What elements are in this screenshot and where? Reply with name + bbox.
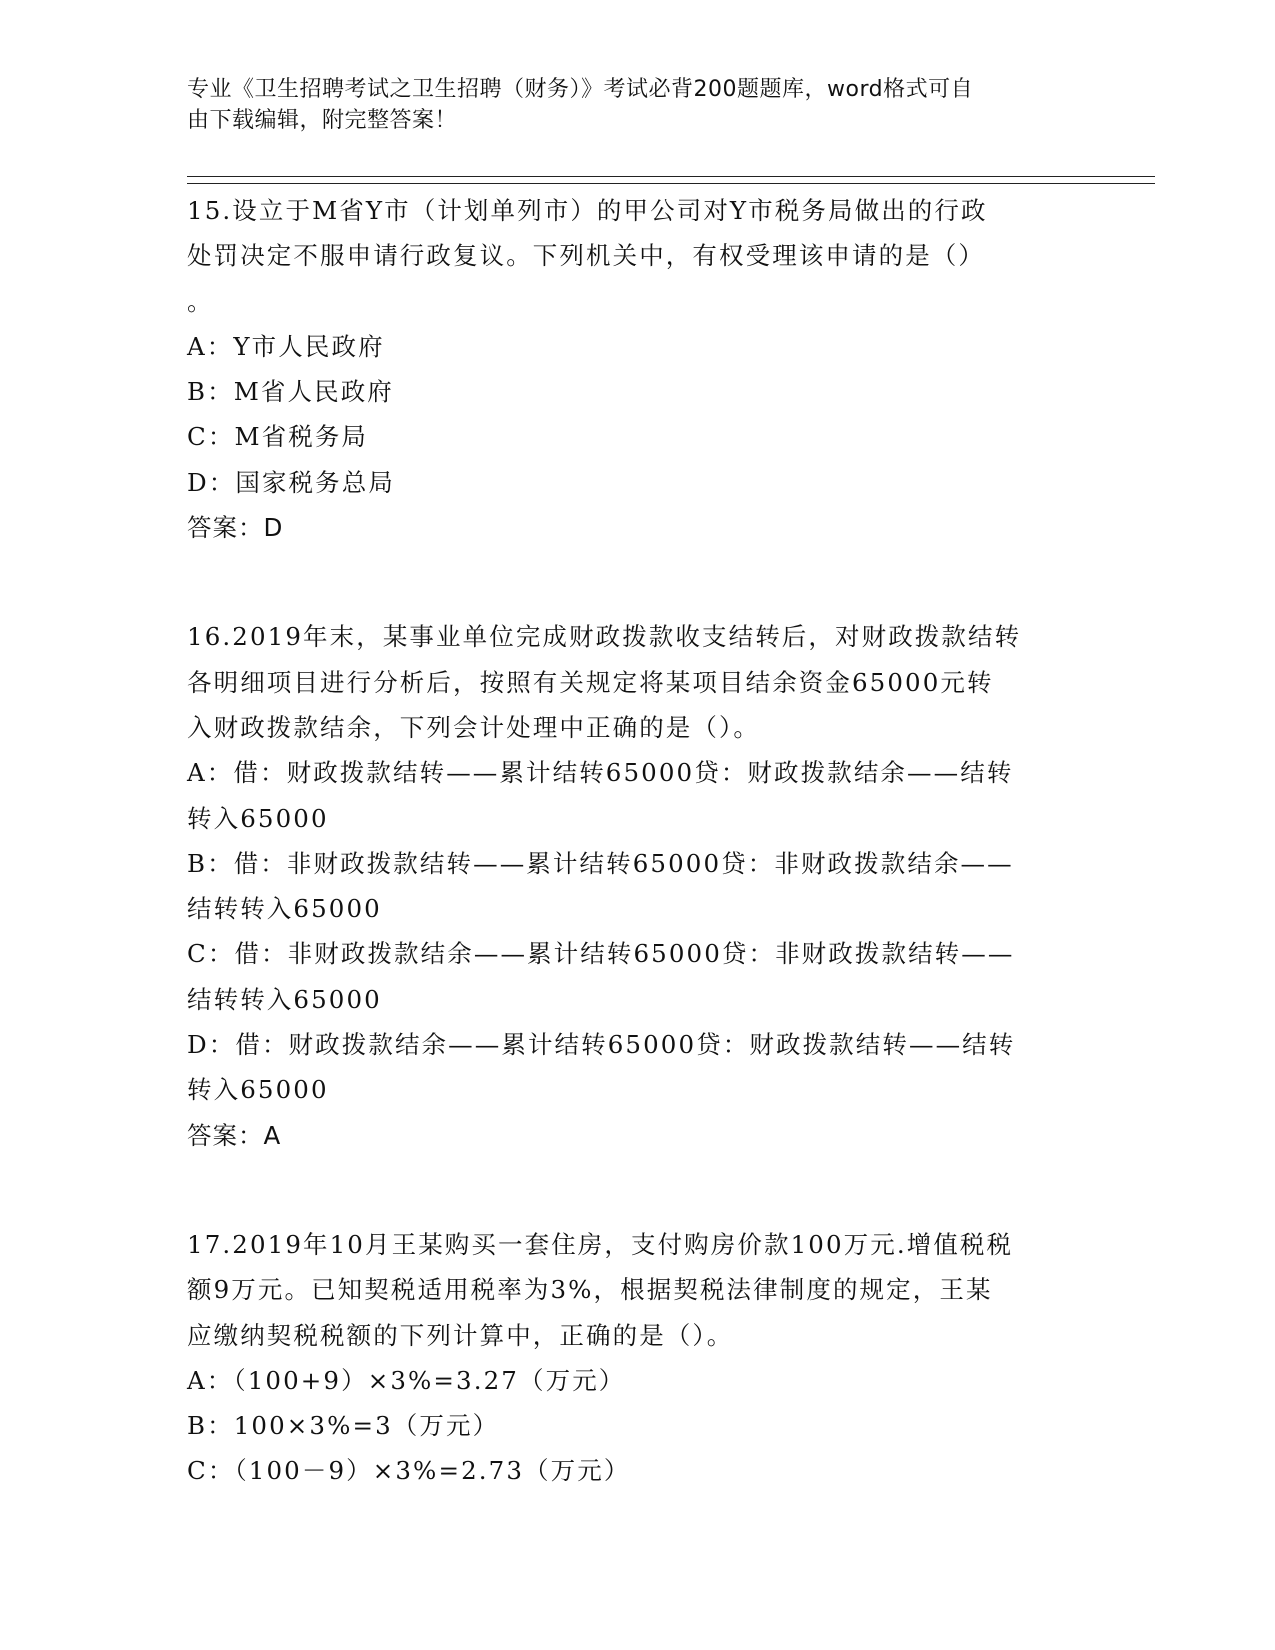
option-a: A：Y市人民政府 — [187, 331, 385, 361]
option-b: B：M省人民政府 — [187, 377, 394, 407]
question-stem-line: 入财政拨款结余，下列会计处理中正确的是（）。 — [187, 712, 760, 742]
header-rule-bottom — [187, 183, 1155, 184]
question-17 — [187, 1222, 1087, 1494]
spacer — [187, 550, 1087, 614]
question-stem-line: 处罚决定不服申请行政复议。下列机关中，有权受理该申请的是（） — [187, 241, 985, 271]
document-header — [187, 74, 1087, 136]
option-c: C：（100－9）×3%=2.73（万元） — [187, 1456, 631, 1486]
question-16 — [187, 614, 1087, 1158]
question-list — [187, 188, 1087, 1494]
question-15 — [187, 188, 1087, 550]
option-a-continued: 转入65000 — [187, 803, 329, 833]
header-rule-top — [187, 176, 1155, 177]
option-a: A：（100+9）×3%=3.27（万元） — [187, 1365, 626, 1395]
option-b: B：借：非财政拨款结转——累计结转65000贷：非财政拨款结余—— — [187, 848, 1014, 878]
question-stem-line: 应缴纳契税税额的下列计算中，正确的是（）。 — [187, 1320, 734, 1350]
question-stem-line: 17.2019年10月王某购买一套住房，支付购房价款100万元.增值税税 — [187, 1229, 1014, 1259]
question-stem-line: 各明细项目进行分析后，按照有关规定将某项目结余资金65000元转 — [187, 667, 994, 697]
option-b: B：100×3%=3（万元） — [187, 1411, 500, 1441]
option-d: D：国家税务总局 — [187, 467, 395, 497]
option-d-continued: 转入65000 — [187, 1075, 329, 1105]
spacer — [187, 1158, 1087, 1222]
option-a: A：借：财政拨款结转——累计结转65000贷：财政拨款结余——结转 — [187, 758, 1014, 788]
answer-line: 答案：A — [187, 1120, 282, 1150]
question-stem-line: 。 — [187, 286, 214, 316]
header-line-2: 由下载编辑，附完整答案！ — [187, 108, 458, 133]
option-c-continued: 结转转入65000 — [187, 984, 382, 1014]
option-c: C：M省税务局 — [187, 422, 369, 452]
answer-line: 答案：D — [187, 513, 284, 543]
question-stem-line: 额9万元。已知契税适用税率为3%，根据契税法律制度的规定，王某 — [187, 1275, 993, 1305]
option-b-continued: 结转转入65000 — [187, 894, 382, 924]
option-c: C：借：非财政拨款结余——累计结转65000贷：非财政拨款结转—— — [187, 939, 1015, 969]
header-line-1: 专业《卫生招聘考试之卫生招聘（财务）》考试必背200题题库，word格式可自 — [187, 77, 974, 102]
question-stem-line: 16.2019年末，某事业单位完成财政拨款收支结转后，对财政拨款结转 — [187, 622, 1022, 652]
question-stem-line: 15.设立于M省Y市（计划单列市）的甲公司对Y市税务局做出的行政 — [187, 196, 988, 225]
option-d: D：借：财政拨款结余——累计结转65000贷：财政拨款结转——结转 — [187, 1030, 1016, 1060]
